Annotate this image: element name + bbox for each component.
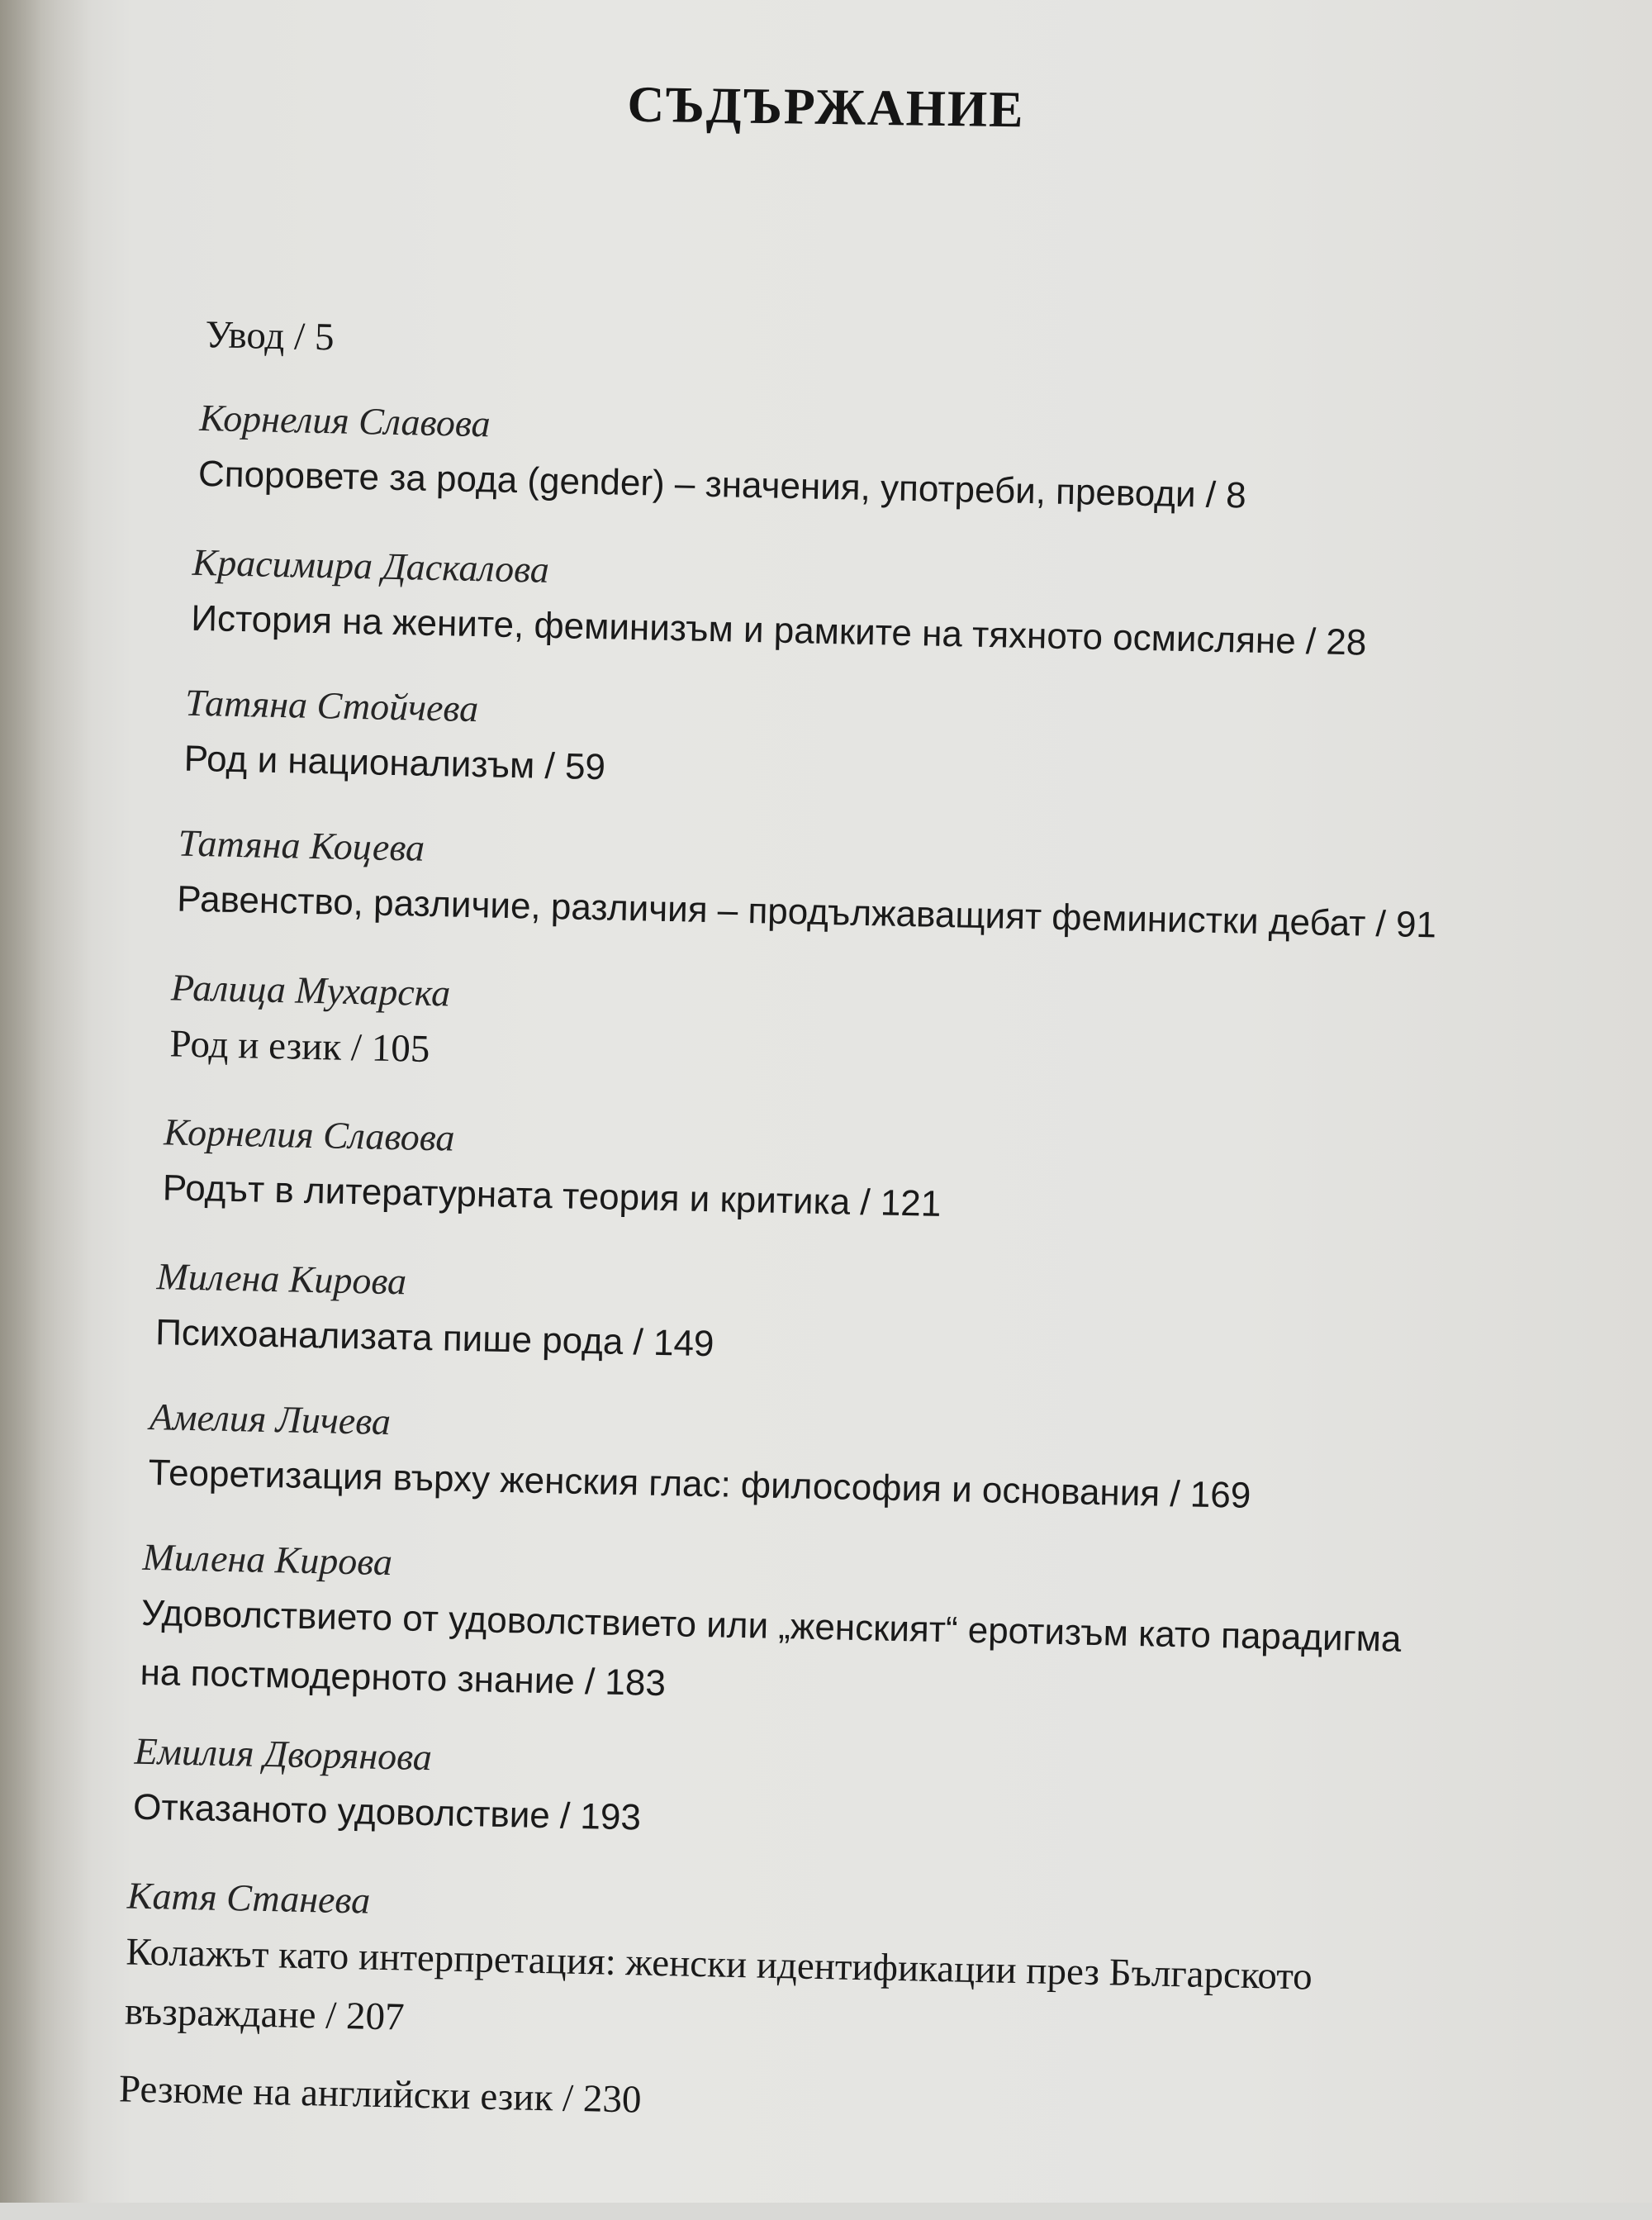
entry-author: Татяна Коцева (178, 821, 425, 869)
entry-title: Родът в литературната теория и критика / 121 (162, 1167, 942, 1224)
entry-author: Амелия Личева (149, 1395, 392, 1443)
entry-title: Отказаното удоволствие / 193 (132, 1786, 642, 1838)
entry-title-line-1: Колажът като интерпретация: женски идентификации през Българското (126, 1930, 1313, 1999)
entry-author: Ралица Мухарска (170, 966, 451, 1015)
toc-entry (177, 817, 1439, 956)
intro-title: Увод / 5 (205, 313, 335, 359)
entry-author: Корнелия Славова (198, 396, 491, 445)
entry-author: Милена Кирова (142, 1535, 393, 1584)
entry-title: Род и национализъм / 59 (183, 738, 606, 788)
toc-entry (148, 1390, 1252, 1526)
page-title: СЪДЪРЖАНИЕ (627, 76, 1025, 139)
toc-entry (140, 1531, 1403, 1729)
entry-author: Татяна Стойчева (184, 681, 479, 730)
entry-title-line-1: Удоволствието от удоволствието или „женският“ еротизъм като парадигма (140, 1592, 1402, 1660)
toc-entry (155, 1250, 716, 1374)
entry-title: История на жените, феминизъм и рамките на тяхното осмисляне / 28 (190, 597, 1367, 663)
toc-entry (191, 536, 1369, 673)
entry-title-line-2: възраждане / 207 (124, 1989, 406, 2039)
entry-author: Милена Кирова (156, 1255, 407, 1303)
toc-entry (124, 1870, 1313, 2066)
entry-title: Теоретизация върху женския глас: философия и основания / 169 (148, 1452, 1251, 1516)
summary-title: Резюме на английски език / 230 (118, 2067, 642, 2122)
toc-entry (132, 1725, 642, 1848)
entry-author: Красимира Даскалова (192, 540, 550, 591)
entry-title: Споровете за рода (gender) – значения, употреби, преводи / 8 (197, 453, 1247, 516)
toc-entry (183, 677, 607, 798)
entry-title: Психоанализата пише рода / 149 (154, 1312, 714, 1365)
entry-author: Корнелия Славова (163, 1110, 455, 1159)
entry-title: Род и език / 105 (169, 1022, 430, 1071)
toc-entry (169, 961, 451, 1079)
entry-author: Емилия Дворянова (134, 1729, 433, 1779)
entry-title-line-2: на постмодерното знание / 183 (140, 1652, 667, 1704)
entry-author: Катя Станева (126, 1874, 371, 1922)
toc-entry (197, 392, 1248, 526)
toc-intro (205, 305, 335, 367)
toc-summary (118, 2059, 642, 2129)
entry-title: Равенство, различие, различия – продължаващият феминистки дебат / 91 (176, 878, 1437, 946)
toc-entry (162, 1105, 942, 1234)
